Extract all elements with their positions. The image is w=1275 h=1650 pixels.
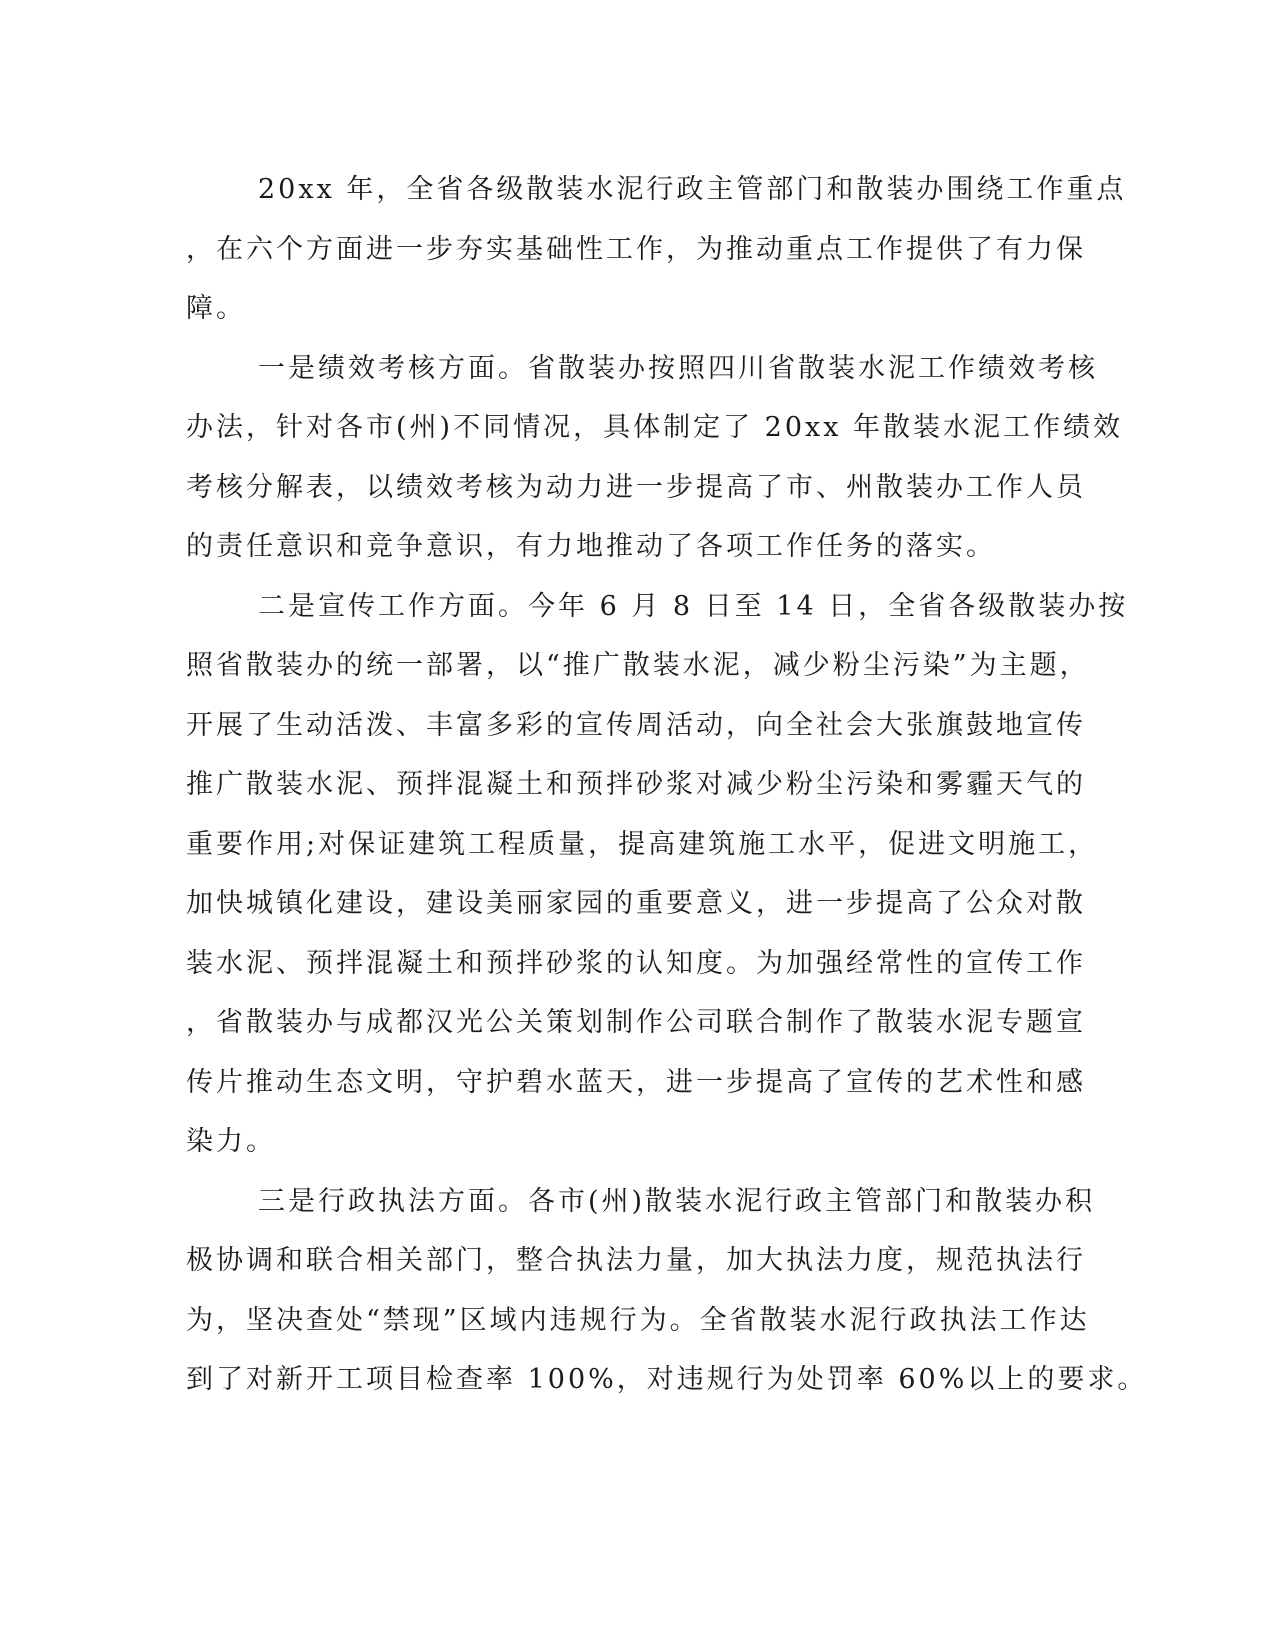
text-line: 传片推动生态文明，守护碧水蓝天，进一步提高了宣传的艺术性和感 xyxy=(186,1066,1086,1098)
document-body xyxy=(186,160,1148,1410)
text-line: 照省散装办的统一部署，以“推广散装水泥，减少粉尘污染”为主题， xyxy=(186,650,1090,681)
text-line: 障。 xyxy=(186,293,246,324)
text-line: 考核分解表，以绩效考核为动力进一步提高了市、州散装办工作人员 xyxy=(186,471,1086,503)
text-line: ，省散装办与成都汉光公关策划制作公司联合制作了散装水泥专题宣 xyxy=(186,1007,1086,1038)
text-line: 装水泥、预拌混凝土和预拌砂浆的认知度。为加强经常性的宣传工作 xyxy=(186,947,1086,979)
text-line: 极协调和联合相关部门，整合执法力量，加大执法力度，规范执法行 xyxy=(186,1245,1086,1276)
text-line: 重要作用;对保证建筑工程质量，提高建筑施工水平，促进文明施工， xyxy=(186,828,1099,860)
text-line: 的责任意识和竞争意识，有力地推动了各项工作任务的落实。 xyxy=(186,531,996,562)
text-line: 推广散装水泥、预拌混凝土和预拌砂浆对减少粉尘污染和雾霾天气的 xyxy=(186,769,1086,800)
text-line: 三是行政执法方面。各市(州)散装水泥行政主管部门和散装办积 xyxy=(258,1185,1096,1217)
text-line: 开展了生动活泼、丰富多彩的宣传周活动，向全社会大张旗鼓地宣传 xyxy=(186,709,1086,741)
text-line: 为，坚决查处“禁现”区域内违规行为。全省散装水泥行政执法工作达 xyxy=(186,1304,1090,1336)
text-line: 办法，针对各市(州)不同情况，具体制定了 20xx 年散装水泥工作绩效 xyxy=(186,412,1124,443)
text-line: 一是绩效考核方面。省散装办按照四川省散装水泥工作绩效考核 xyxy=(258,352,1098,384)
text-line: 加快城镇化建设，建设美丽家园的重要意义，进一步提高了公众对散 xyxy=(186,888,1086,919)
text-line: 二是宣传工作方面。今年 6 月 8 日至 14 日，全省各级散装办按 xyxy=(258,590,1129,622)
text-line: ，在六个方面进一步夯实基础性工作，为推动重点工作提供了有力保 xyxy=(186,233,1086,265)
text-line: 染力。 xyxy=(186,1126,276,1157)
text-line: 20xx 年，全省各级散装水泥行政主管部门和散装办围绕工作重点 xyxy=(258,174,1127,205)
text-line: 到了对新开工项目检查率 100%，对违规行为处罚率 60%以上的要求。 xyxy=(186,1364,1148,1395)
